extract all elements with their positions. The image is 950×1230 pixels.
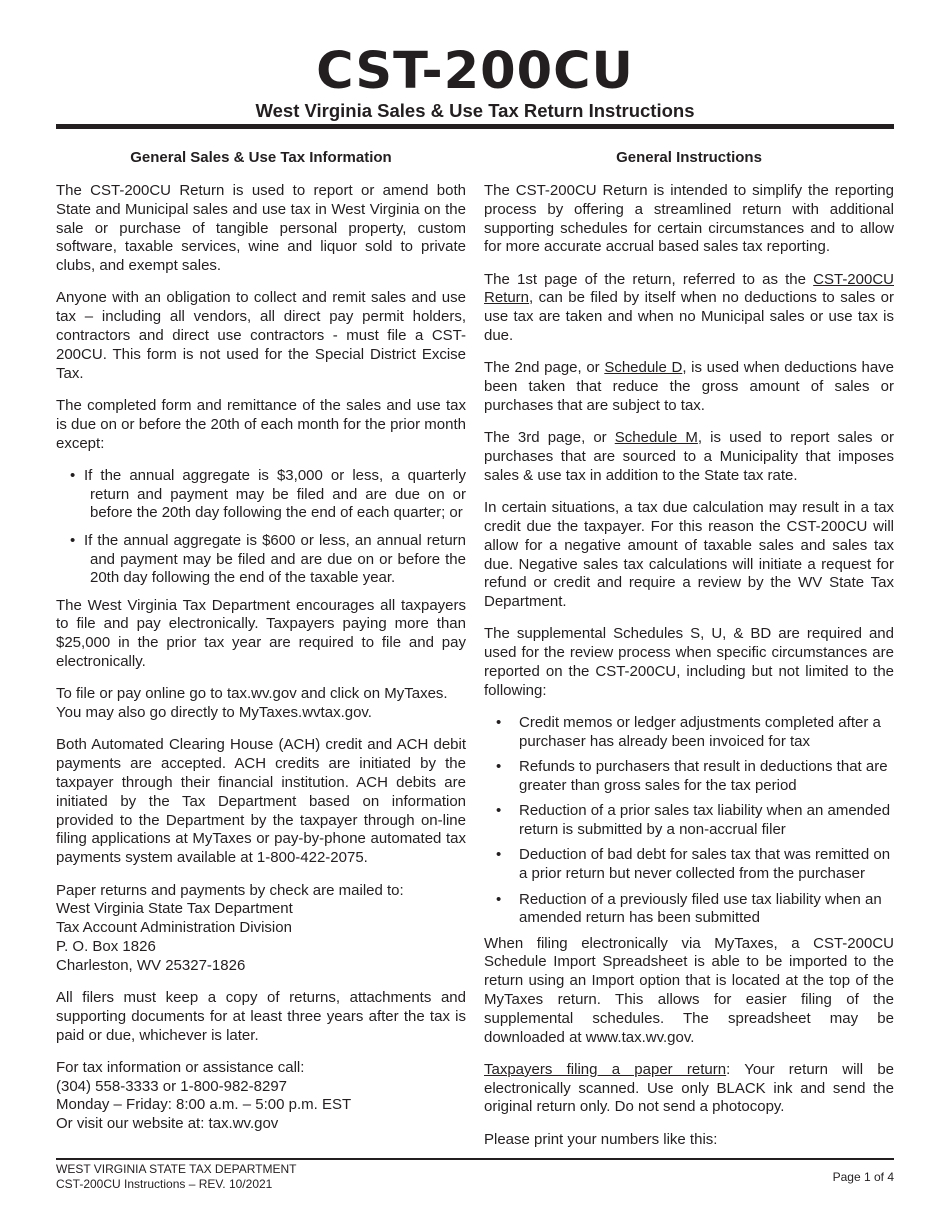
right-paragraph-6: The supplemental Schedules S, U, & BD are required and used for the review process when specific circumstances are reported on the CST-200CU, including but not limited to the following:: [484, 625, 894, 699]
bullet-icon: •: [70, 466, 76, 484]
right-paragraph-2: The 1st page of the return, referred to as the CST-200CU Return, can be filed by itself when no deductions to sales or use tax are taken and when no Municipal sales or use tax is due.: [484, 270, 894, 345]
left-paragraph-1: The CST-200CU Return is used to report or amend both State and Municipal sales and use tax in West Virginia on the sale or purchase of tangible personal property, custom software, taxable services, wine and liquor sold to private clubs, and exempt sales.: [56, 182, 466, 275]
right-paragraph-8: Taxpayers filing a paper return: Your return will be electronically scanned. Use only BLACK ink and send the original return only. Do not send a photocopy.: [484, 1060, 895, 1116]
schedule-d-term: Schedule D: [604, 359, 683, 377]
left-heading: General Sales & Use Tax Information: [130, 149, 392, 166]
list-item: • Reduction of a prior sales tax liability when an amended return is submitted by a non-accrual filer: [496, 802, 891, 839]
record-keeping-paragraph: All filers must keep a copy of returns, attachments and supporting documents for at least three years after the tax is paid or due, whichever is later.: [56, 988, 466, 1044]
schedule-m-term: Schedule M: [614, 429, 698, 447]
right-heading: General Instructions: [616, 149, 762, 166]
form-title: CST-200CU: [316, 42, 634, 101]
bullet-icon: •: [496, 890, 502, 908]
right-paragraph-4: The 3rd page, or Schedule M, is used to report sales or purchases that are sourced to a Municipality that imposes sales & use tax in addition to the State tax rate.: [484, 429, 894, 484]
list-item: • If the annual aggregate is $3,000 or less, a quarterly return and payment may be filed and are due on or before the 20th day following the end of each quarter; or: [70, 466, 466, 522]
contact-info: For tax information or assistance call: (304) 558-3333 or 1-800-982-8297 Monday – Friday: 8:00 a.m. – 5:00 p.m. EST Or visit our website at: tax.wv.gov: [56, 1058, 352, 1133]
bullet-icon: •: [70, 531, 76, 549]
left-paragraph-2: Anyone with an obligation to collect and remit sales and use tax – including all vendors, all direct pay permit holders, contractors and direct use contractors - must file a CST-200CU. This form is not used for the Special District Excise Tax.: [56, 289, 466, 382]
cst-200cu-return-term: CST-200CU Return: [484, 270, 894, 307]
due-date-exceptions-list: [56, 467, 466, 588]
list-item: • Reduction of a previously filed use tax liability when an amended return has been submitted: [496, 890, 882, 927]
bullet-icon: •: [496, 846, 502, 864]
list-item: • Deduction of bad debt for sales tax that was remitted on a prior return but never collected from the purchaser: [496, 846, 891, 883]
mailing-address: Paper returns and payments by check are mailed to: West Virginia State Tax Department Tax Account Administration Division P. O. Box 1826 Charleston, WV 25327-1826: [56, 881, 404, 974]
right-paragraph-1: The CST-200CU Return is intended to simplify the reporting process by offering a streamlined return with additional supporting schedules for certain circumstances and to allow for more accurate accrual based sales tax reporting.: [484, 182, 894, 256]
right-paragraph-9: Please print your numbers like this:: [484, 1130, 718, 1148]
footer-revision: CST-200CU Instructions – REV. 10/2021: [56, 1177, 273, 1191]
supplemental-schedule-list: [484, 714, 894, 928]
right-paragraph-3: The 2nd page, or Schedule D, is used when deductions have been taken that reduce the gross amount of sales or purchases that are subject to tax.: [484, 359, 894, 414]
footer-rule: [56, 1158, 894, 1160]
page-number: Page 1 of 4: [832, 1170, 894, 1184]
right-paragraph-7: When filing electronically via MyTaxes, a CST-200CU Schedule Import Spreadsheet is able to be imported to the return using an Import option that is located at the top of the MyTaxes return. This allows for easier filing of the supplemental schedules. The spreadsheet may be downloaded at www.tax.wv.gov.: [484, 934, 894, 1046]
right-paragraph-5: In certain situations, a tax due calculation may result in a tax credit due the taxpayer. For this reason the CST-200CU will allow for a negative amount of taxable sales and sales tax due. Negative sales tax calculations will initiate a request for refund or credit and require a review by the WV State Tax Department.: [484, 499, 894, 611]
bullet-icon: •: [496, 758, 502, 776]
bullet-icon: •: [496, 714, 502, 732]
footer-left: [56, 1162, 296, 1192]
left-column: [56, 148, 466, 1148]
ach-paragraph: Both Automated Clearing House (ACH) credit and ACH debit payments are accepted. ACH credits are initiated by the taxpayer through their financial institution. ACH debits are initiated by the Tax Department based on information provided to the Department by the taxpayer through on-line filing applications at MyTaxes or pay-by-phone automated tax payments system available at 1-800-422-2075.: [56, 736, 466, 867]
list-item: • If the annual aggregate is $600 or less, an annual return and payment may be filed and are due on or before the 20th day following the end of the taxable year.: [70, 531, 466, 587]
paper-return-term: Taxpayers filing a paper return: [484, 1060, 727, 1078]
left-paragraph-4: The West Virginia Tax Department encourages all taxpayers to file and pay electronically. Taxpayers paying more than $25,000 in the prior tax year are required to file and pay electronically.: [56, 596, 466, 671]
list-item: • Credit memos or ledger adjustments completed after a purchaser has already been invoiced for tax: [496, 714, 881, 750]
online-filing-paragraph: To file or pay online go to tax.wv.gov and click on MyTaxes. You may also go directly to MyTaxes.wvtax.gov.: [56, 685, 448, 722]
left-paragraph-3: The completed form and remittance of the sales and use tax is due on or before the 20th of each month for the prior month except:: [56, 396, 466, 452]
bullet-icon: •: [496, 802, 502, 820]
right-column: [484, 148, 894, 1163]
form-subtitle: West Virginia Sales & Use Tax Return Instructions: [255, 100, 695, 121]
footer-department: WEST VIRGINIA STATE TAX DEPARTMENT: [56, 1162, 297, 1176]
list-item: • Refunds to purchasers that result in deductions that are greater than gross sales for the tax period: [496, 758, 888, 795]
header-rule: [56, 124, 894, 129]
